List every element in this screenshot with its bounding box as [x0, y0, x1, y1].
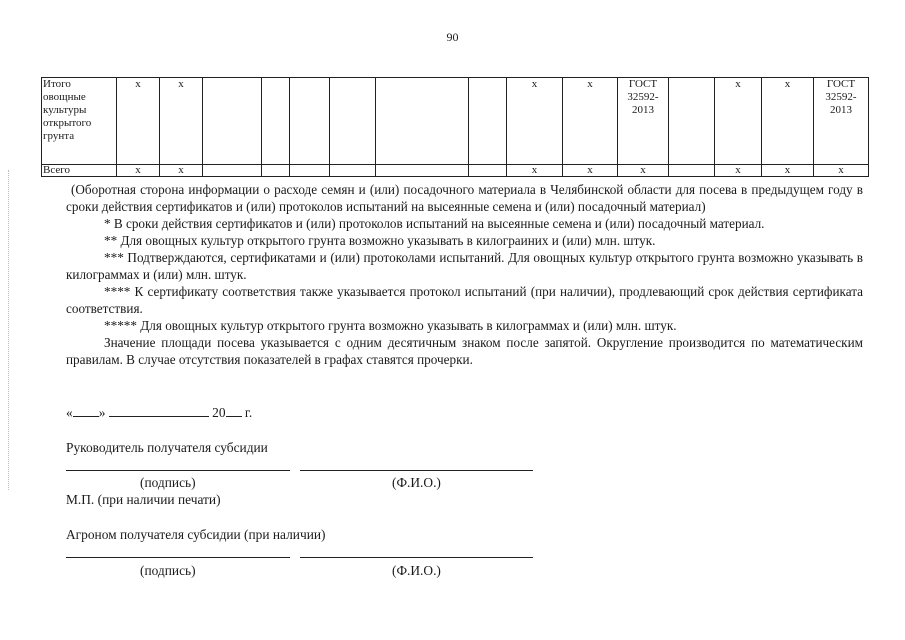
table-cell: x	[507, 78, 563, 165]
page-number: 90	[446, 30, 459, 44]
row-label: Итого овощные культуры открытого грунта	[42, 78, 117, 165]
date-field	[66, 404, 252, 421]
table-cell: x	[563, 165, 618, 177]
gost-cell: ГОСТ 32592-2013	[814, 78, 869, 165]
month-blank	[109, 404, 209, 417]
seal-note: М.П. (при наличии печати)	[66, 492, 221, 507]
gost-cell: ГОСТ 32592-2013	[618, 78, 669, 165]
table-cell	[330, 165, 376, 177]
reverse-side-note: (Оборотная сторона информации о расходе семян и (или) посадочного материала в Челябинской области для посева в предыдущем году в сроки действия сертификатов и (или) протоколов испытаний на высеянные семена и (или) посадочный материал)	[66, 182, 863, 214]
table-cell	[376, 165, 469, 177]
agronomist-signature-caption: (подпись)	[140, 563, 196, 578]
summary-table	[41, 77, 869, 177]
date-close-quote: »	[98, 405, 106, 420]
table-cell	[262, 78, 290, 165]
table-cell: x	[117, 165, 160, 177]
row-label: Всего	[42, 165, 117, 177]
day-blank	[73, 404, 99, 417]
agronomist-signature-line	[66, 557, 290, 558]
head-name-caption: (Ф.И.О.)	[392, 475, 441, 490]
date-open-quote: «	[66, 405, 73, 420]
table-row-total	[42, 165, 869, 177]
table-cell: x	[117, 78, 160, 165]
head-signature-line	[66, 470, 290, 471]
table-cell: x	[618, 165, 669, 177]
table-cell	[669, 78, 715, 165]
table-row-total-vegetables	[42, 78, 869, 165]
agronomist-name-caption: (Ф.И.О.)	[392, 563, 441, 578]
head-name-line	[300, 470, 533, 471]
footnote-4: **** К сертификату соответствия также указывается протокол испытаний (при наличии), продлевающий срок действия сертификата соответствия.	[66, 284, 863, 316]
table-cell: x	[715, 165, 762, 177]
table-cell	[290, 165, 330, 177]
table-cell	[469, 78, 507, 165]
agronomist-title: Агроном получателя субсидии (при наличии)	[66, 527, 326, 542]
table-cell	[330, 78, 376, 165]
footnote-5: ***** Для овощных культур открытого грунта возможно указывать в килограммах и (или) млн. штук.	[104, 318, 677, 333]
year-prefix: 20	[212, 405, 226, 420]
year-suffix: г.	[244, 405, 253, 420]
table-cell: x	[160, 165, 203, 177]
table-cell: x	[715, 78, 762, 165]
rounding-note: Значение площади посева указывается с одним десятичным знаком после запятой. Округление производится по математическим правилам. В случае отсутствия показателей в графах ставятся прочерки.	[66, 335, 863, 367]
scan-edge-marks	[8, 170, 11, 490]
footnote-1: * В сроки действия сертификатов и (или) протоколов испытаний на высеянные семена и (или) посадочный материал.	[104, 216, 765, 231]
table-cell	[469, 165, 507, 177]
table-cell: x	[160, 78, 203, 165]
footnotes	[66, 181, 863, 368]
table-cell	[669, 165, 715, 177]
table-cell: x	[762, 78, 814, 165]
agronomist-name-line	[300, 557, 533, 558]
table-cell	[376, 78, 469, 165]
table-cell: x	[507, 165, 563, 177]
table-cell	[203, 78, 262, 165]
table-cell	[290, 78, 330, 165]
footnote-3: *** Подтверждаются, сертификатами и (или) протоколами испытаний. Для овощных культур открытого грунта возможно указывать в килограммах и (или) млн. штук.	[66, 250, 863, 282]
table-cell	[262, 165, 290, 177]
table-cell	[203, 165, 262, 177]
table-cell: x	[563, 78, 618, 165]
head-signature-caption: (подпись)	[140, 475, 196, 490]
table-cell: x	[814, 165, 869, 177]
footnote-2: ** Для овощных культур открытого грунта возможно указывать в килограиних и (или) млн. штук.	[104, 233, 656, 248]
table-cell: x	[762, 165, 814, 177]
head-title: Руководитель получателя субсидии	[66, 440, 268, 455]
year-blank	[226, 404, 242, 417]
